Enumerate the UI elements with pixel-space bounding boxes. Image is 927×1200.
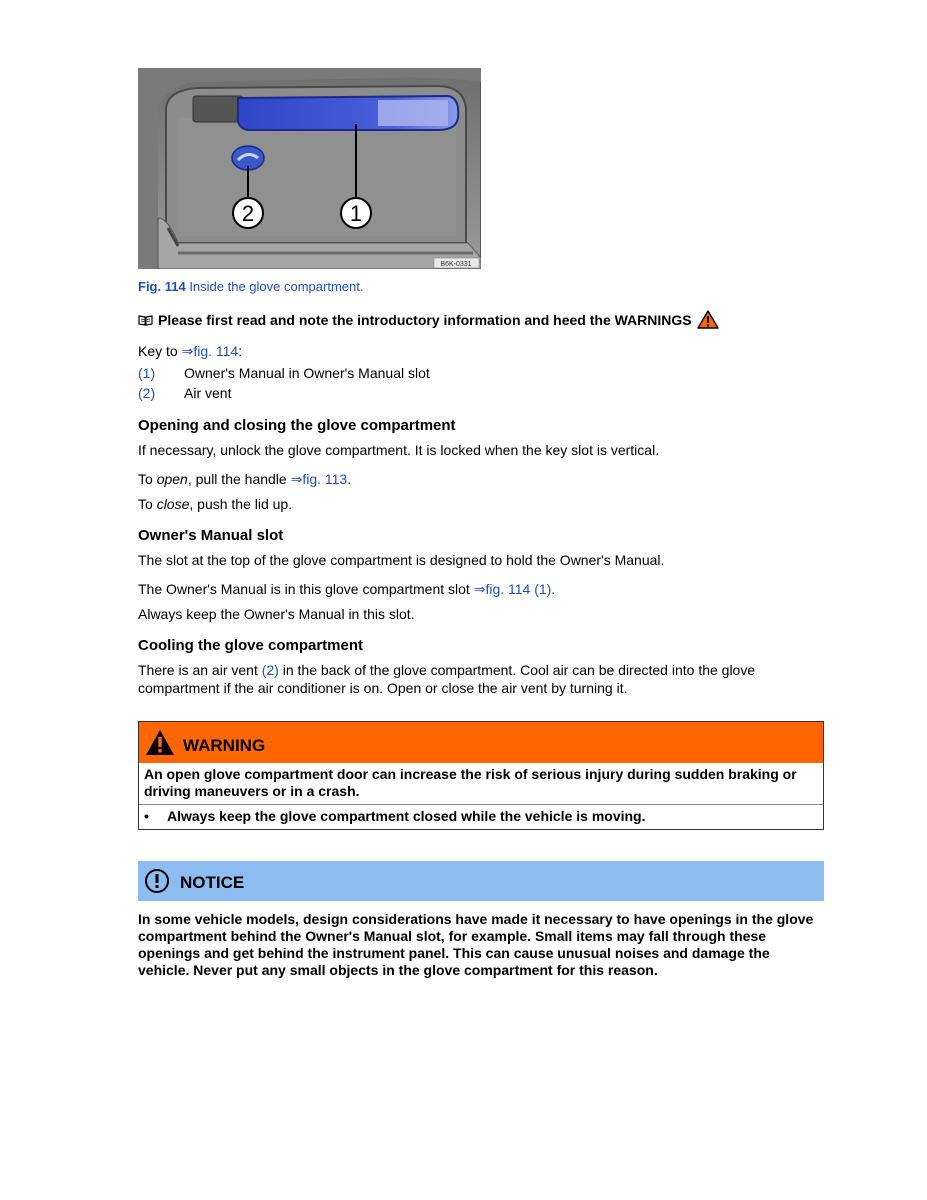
- intro-line: [138, 310, 824, 329]
- slot-paragraph-3: Always keep the Owner's Manual in this slot.: [138, 606, 415, 622]
- fig-114-1-link[interactable]: fig. 114 (1): [485, 581, 552, 597]
- key-item-number[interactable]: (1): [138, 365, 156, 381]
- air-vent-link[interactable]: (2): [261, 662, 279, 678]
- warning-message: An open glove compartment door can increase the risk of serious injury during sudden braking or driving maneuvers or in a crash.: [139, 763, 823, 805]
- section-title-slot: Owner's Manual slot: [138, 527, 284, 544]
- opening-paragraph-1: If necessary, unlock the glove compartment. It is locked when the key slot is vertical.: [138, 442, 660, 458]
- opening-paragraph-2: To open, pull the handle ⇒fig. 113.: [138, 471, 352, 487]
- key-intro: Key to ⇒fig. 114:: [138, 343, 243, 359]
- notice-title: NOTICE: [180, 873, 245, 892]
- glove-compartment-illustration: [138, 68, 481, 269]
- key-list: [138, 363, 824, 403]
- opening-paragraph-3: To close, push the lid up.: [138, 496, 293, 512]
- book-icon: [138, 314, 153, 326]
- warning-triangle-icon: [697, 310, 719, 329]
- figure-code: B6K-0331: [440, 261, 472, 268]
- slot-paragraph-1: The slot at the top of the glove compartment is designed to hold the Owner's Manual.: [138, 552, 665, 568]
- warning-bullet-text: Always keep the glove compartment closed while the vehicle is moving.: [167, 808, 646, 824]
- cooling-paragraph: There is an air vent (2) in the back of the glove compartment. Cool air can be directed into the glove compartment if the air conditioner is on. Open or close the air vent by turning it.: [138, 662, 756, 696]
- fig-113-link[interactable]: fig. 113: [302, 471, 348, 487]
- figure-caption: [138, 279, 824, 294]
- key-figure-link[interactable]: fig. 114: [193, 343, 239, 359]
- callout-1: 1: [349, 201, 363, 226]
- section-title-cooling: Cooling the glove compartment: [138, 637, 364, 654]
- key-item-number[interactable]: (2): [138, 385, 156, 401]
- figure-number: Fig. 114: [138, 279, 186, 294]
- list-item: [138, 363, 824, 383]
- section-title-opening: Opening and closing the glove compartment: [138, 417, 456, 434]
- warning-header: [139, 722, 823, 763]
- warning-bullet: [139, 805, 823, 829]
- key-item-label: Owner's Manual in Owner's Manual slot: [184, 365, 430, 381]
- notice-text: In some vehicle models, design considerations have made it necessary to have openings in the glove compartment behind the Owner's Manual slot, for example. Small items may fall through these openings and get behind the instrument panel. This can cause unusual noises and damage the vehicle. Never put any small objects in the glove compartment for this reason.: [138, 911, 814, 978]
- slot-paragraph-2: The Owner's Manual is in this glove compartment slot ⇒fig. 114 (1).: [138, 581, 556, 597]
- bullet-mark: •: [144, 808, 149, 824]
- intro-text: Please first read and note the introductory information and heed the WARNINGS: [158, 311, 692, 328]
- figure-caption-text: Inside the glove compartment.: [185, 279, 364, 294]
- manual-page: [138, 68, 824, 979]
- notice-box: [138, 861, 824, 979]
- list-item: [138, 383, 824, 403]
- warning-triangle-icon: [145, 729, 175, 756]
- warning-title: WARNING: [183, 735, 266, 755]
- glove-compartment-figure: [138, 68, 481, 269]
- callout-2: 2: [241, 201, 255, 226]
- warning-box: [138, 721, 824, 830]
- exclamation-circle-icon: [144, 868, 170, 894]
- key-item-label: Air vent: [184, 385, 232, 401]
- notice-header: [138, 861, 824, 901]
